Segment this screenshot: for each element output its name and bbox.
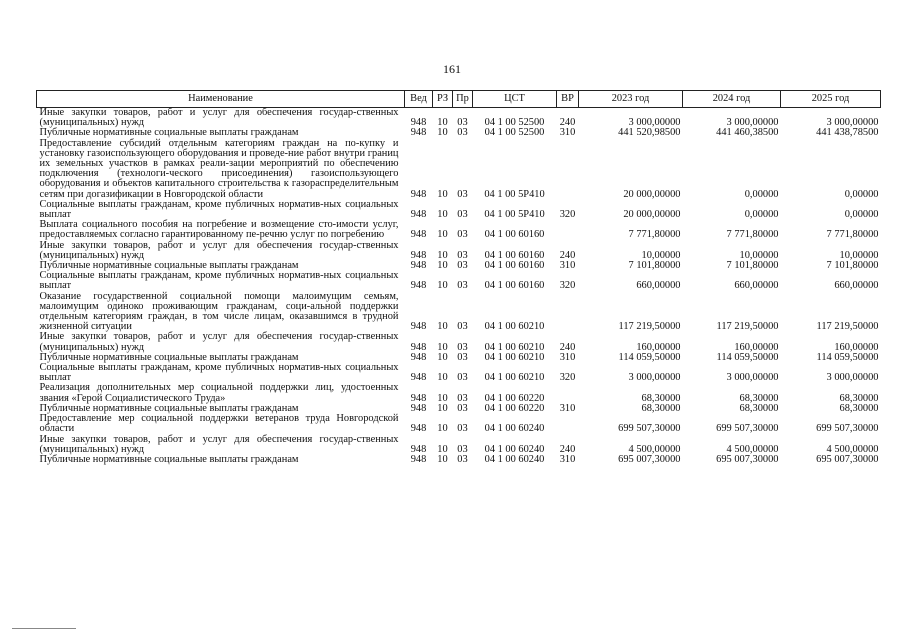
table-header: [37, 91, 881, 108]
cell-cst: 04 1 00 60210: [484, 351, 545, 363]
cell-rz: 10: [437, 280, 448, 292]
cell-y2024: 160,00000: [734, 341, 779, 353]
cell-y2023: 695 007,30000: [618, 453, 681, 465]
table-row: [37, 200, 881, 220]
cell-vr: [557, 292, 579, 333]
header-pr: Пр: [453, 91, 473, 108]
cell-y2023: 4 500,00000: [628, 443, 681, 455]
cell-ved: 948: [410, 392, 427, 404]
cell-y2025: 68,30000: [839, 402, 879, 414]
cell-y2024: 68,30000: [739, 392, 779, 404]
cell-pr: 03: [457, 280, 468, 292]
cell-y2025: 3 000,00000: [826, 372, 879, 384]
cell-cst: 04 1 00 60160: [484, 280, 545, 292]
cell-name: Иные закупки товаров, работ и услуг для обеспечения государ-ственных (муниципальных) нужд: [39, 239, 399, 261]
cell-rz: 10: [437, 229, 448, 241]
cell-pr: 03: [457, 423, 468, 435]
header-cst: ЦСТ: [473, 91, 557, 108]
cell-name: Предоставление субсидий отдельным категориям граждан на по-купку и установку газоиспользующего оборудования и проведе-ние работ внутри границ их земельных участков в рамках реали-зации мероприятий по обеспечению подключения (технологи-ческого присоединения) газоиспользующего оборудования и объектов капитального строительства к газораспределительным сетям при догазификации в Новгородской области: [39, 137, 399, 200]
cell-pr: 03: [457, 392, 468, 404]
cell-name: Иные закупки товаров, работ и услуг для обеспечения государ-ственных (муниципальных) нужд: [39, 331, 399, 353]
cell-cst: 04 1 00 5P410: [484, 188, 545, 200]
cell-rz: 10: [437, 117, 448, 129]
cell-ved: 948: [410, 229, 427, 241]
cell-name: Реализация дополнительных мер социальной поддержки лиц, удостоенных звания «Герой Социалистического Труда»: [39, 382, 399, 404]
table-body: [37, 108, 881, 466]
cell-name: Оказание государственной социальной помощи малоимущим семьям, малоимущим одиноко проживающим гражданам, соци-альной поддержки отдельным категориям граждан, в том числе лицам, оказавшимся в трудной жизненной ситуации: [39, 290, 399, 333]
cell-vr: [557, 220, 579, 240]
cell-ved: 948: [410, 321, 427, 333]
cell-vr: 310: [559, 351, 576, 363]
cell-y2025: 699 507,30000: [816, 423, 879, 435]
cell-y2023: 10,00000: [641, 249, 681, 261]
cell-name: Социальные выплаты гражданам, кроме публичных норматив-ных социальных выплат: [39, 198, 399, 221]
cell-name: Публичные нормативные социальные выплаты гражданам: [39, 260, 299, 272]
cell-pr: 03: [457, 372, 468, 384]
cell-ved: 948: [410, 260, 427, 272]
header-2025: 2025 год: [781, 91, 881, 108]
cell-name: Социальные выплаты гражданам, кроме публичных норматив-ных социальных выплат: [39, 362, 399, 384]
table-row: [37, 414, 881, 434]
cell-y2025: 117 219,50000: [816, 321, 879, 333]
cell-cst: 04 1 00 5P410: [484, 209, 545, 221]
cell-y2023: 20 000,00000: [623, 188, 681, 200]
cell-rz: 10: [437, 341, 448, 353]
cell-name: Иные закупки товаров, работ и услуг для обеспечения государ-ственных (муниципальных) нужд: [39, 433, 399, 455]
cell-y2024: 114 059,50000: [716, 351, 779, 363]
cell-rz: 10: [437, 402, 448, 414]
cell-ved: 948: [410, 423, 427, 435]
cell-y2024: 10,00000: [739, 249, 779, 261]
cell-vr: 320: [559, 209, 576, 221]
cell-y2024: 68,30000: [739, 402, 779, 414]
cell-ved: 948: [410, 117, 427, 129]
cell-y2025: 695 007,30000: [816, 453, 879, 465]
cell-y2023: 117 219,50000: [618, 321, 681, 333]
cell-y2024: 0,00000: [744, 209, 779, 221]
header-2023: 2023 год: [579, 91, 683, 108]
header-name: Наименование: [37, 91, 405, 108]
table-row: [37, 455, 881, 465]
cell-pr: 03: [457, 453, 468, 465]
cell-y2023: 20 000,00000: [623, 209, 681, 221]
cell-y2023: 7 771,80000: [628, 229, 681, 241]
cell-vr: [557, 139, 579, 200]
table-row: [37, 383, 881, 403]
cell-y2025: 660,00000: [834, 280, 879, 292]
cell-y2025: 7 101,80000: [826, 260, 879, 272]
cell-y2023: 160,00000: [636, 341, 681, 353]
cell-y2024: 117 219,50000: [716, 321, 779, 333]
cell-ved: 948: [410, 188, 427, 200]
cell-y2023: 660,00000: [636, 280, 681, 292]
cell-name: Социальные выплаты гражданам, кроме публичных норматив-ных социальных выплат: [39, 270, 399, 292]
cell-pr: 03: [457, 188, 468, 200]
cell-vr: 310: [559, 260, 576, 272]
cell-pr: 03: [457, 117, 468, 129]
cell-pr: 03: [457, 321, 468, 333]
cell-pr: 03: [457, 209, 468, 221]
cell-y2025: 0,00000: [844, 188, 879, 200]
header-ved: Вед: [405, 91, 433, 108]
cell-y2025: 7 771,80000: [826, 229, 879, 241]
cell-name: Иные закупки товаров, работ и услуг для обеспечения государ-ственных (муниципальных) нужд: [39, 107, 399, 129]
cell-rz: 10: [437, 188, 448, 200]
cell-cst: 04 1 00 60220: [484, 392, 545, 404]
cell-y2024: 699 507,30000: [716, 423, 779, 435]
cell-name: Публичные нормативные социальные выплаты гражданам: [39, 453, 299, 465]
header-2024: 2024 год: [683, 91, 781, 108]
cell-cst: 04 1 00 60240: [484, 423, 545, 435]
cell-cst: 04 1 00 60240: [484, 443, 545, 455]
cell-vr: 240: [559, 341, 576, 353]
cell-y2025: 114 059,50000: [816, 351, 879, 363]
cell-rz: 10: [437, 351, 448, 363]
cell-ved: 948: [410, 209, 427, 221]
page-number: 161: [443, 62, 461, 76]
cell-cst: 04 1 00 60160: [484, 249, 545, 261]
cell-name: Выплата социального пособия на погребение и возмещение сто-имости услуг, предоставляемых согласно гарантированному пе-речню услуг по погребению: [39, 219, 399, 241]
cell-cst: 04 1 00 60210: [484, 321, 545, 333]
cell-cst: 04 1 00 60240: [484, 453, 545, 465]
cell-rz: 10: [437, 423, 448, 435]
table-row: [37, 139, 881, 200]
cell-name: Публичные нормативные социальные выплаты гражданам: [39, 402, 299, 414]
cell-ved: 948: [410, 351, 427, 363]
cell-vr: 310: [559, 127, 576, 139]
cell-pr: 03: [457, 260, 468, 272]
cell-ved: 948: [410, 127, 427, 139]
cell-rz: 10: [437, 260, 448, 272]
cell-y2024: 3 000,00000: [726, 117, 779, 129]
cell-cst: 04 1 00 60210: [484, 341, 545, 353]
table-row: [37, 292, 881, 333]
cell-cst: 04 1 00 60210: [484, 372, 545, 384]
cell-cst: 04 1 00 60220: [484, 402, 545, 414]
cell-pr: 03: [457, 249, 468, 261]
cell-y2023: 114 059,50000: [618, 351, 681, 363]
cell-ved: 948: [410, 280, 427, 292]
cell-rz: 10: [437, 127, 448, 139]
cell-rz: 10: [437, 453, 448, 465]
cell-rz: 10: [437, 209, 448, 221]
cell-y2025: 160,00000: [834, 341, 879, 353]
cell-y2023: 441 520,98500: [618, 127, 681, 139]
cell-ved: 948: [410, 443, 427, 455]
table-row: [37, 363, 881, 383]
cell-y2025: 68,30000: [839, 392, 879, 404]
cell-pr: 03: [457, 351, 468, 363]
cell-vr: 240: [559, 443, 576, 455]
cell-vr: [557, 383, 579, 403]
cell-ved: 948: [410, 341, 427, 353]
cell-vr: 240: [559, 117, 576, 129]
cell-y2025: 441 438,78500: [816, 127, 879, 139]
table-row: [37, 241, 881, 261]
cell-pr: 03: [457, 341, 468, 353]
cell-pr: 03: [457, 127, 468, 139]
table-row: [37, 271, 881, 291]
cell-pr: 03: [457, 402, 468, 414]
cell-rz: 10: [437, 249, 448, 261]
cell-vr: [557, 414, 579, 434]
cell-ved: 948: [410, 372, 427, 384]
cell-cst: 04 1 00 52500: [484, 117, 545, 129]
cell-y2024: 441 460,38500: [716, 127, 779, 139]
cell-rz: 10: [437, 443, 448, 455]
table-row: [37, 332, 881, 352]
cell-y2023: 3 000,00000: [628, 117, 681, 129]
cell-pr: 03: [457, 443, 468, 455]
cell-y2025: 10,00000: [839, 249, 879, 261]
cell-y2023: 68,30000: [641, 392, 681, 404]
cell-rz: 10: [437, 321, 448, 333]
cell-y2024: 0,00000: [744, 188, 779, 200]
cell-vr: 320: [559, 372, 576, 384]
cell-cst: 04 1 00 52500: [484, 127, 545, 139]
cell-y2024: 4 500,00000: [726, 443, 779, 455]
cell-y2023: 3 000,00000: [628, 372, 681, 384]
header-vr: ВР: [557, 91, 579, 108]
cell-pr: 03: [457, 229, 468, 241]
cell-y2023: 699 507,30000: [618, 423, 681, 435]
table-row: [37, 220, 881, 240]
table-row: [37, 435, 881, 455]
cell-y2025: 0,00000: [844, 209, 879, 221]
table-row: [37, 108, 881, 129]
cell-y2024: 695 007,30000: [716, 453, 779, 465]
cell-y2024: 660,00000: [734, 280, 779, 292]
cell-ved: 948: [410, 402, 427, 414]
cell-rz: 10: [437, 372, 448, 384]
cell-y2023: 68,30000: [641, 402, 681, 414]
cell-cst: 04 1 00 60160: [484, 229, 545, 241]
cell-y2024: 7 101,80000: [726, 260, 779, 272]
cell-vr: 320: [559, 280, 576, 292]
footer-rule: [12, 628, 76, 629]
cell-y2025: 3 000,00000: [826, 117, 879, 129]
cell-ved: 948: [410, 249, 427, 261]
cell-y2024: 7 771,80000: [726, 229, 779, 241]
cell-ved: 948: [410, 453, 427, 465]
budget-table: [36, 90, 881, 465]
cell-vr: 240: [559, 249, 576, 261]
header-rz: РЗ: [433, 91, 453, 108]
cell-cst: 04 1 00 60160: [484, 260, 545, 272]
cell-vr: 310: [559, 402, 576, 414]
cell-rz: 10: [437, 392, 448, 404]
cell-y2024: 3 000,00000: [726, 372, 779, 384]
cell-y2023: 7 101,80000: [628, 260, 681, 272]
cell-y2025: 4 500,00000: [826, 443, 879, 455]
cell-name: Предоставление мер социальной поддержки ветеранов труда Новгородской области: [39, 413, 399, 435]
cell-vr: 310: [559, 453, 576, 465]
cell-name: Публичные нормативные социальные выплаты гражданам: [39, 351, 299, 363]
cell-name: Публичные нормативные социальные выплаты гражданам: [39, 127, 299, 139]
